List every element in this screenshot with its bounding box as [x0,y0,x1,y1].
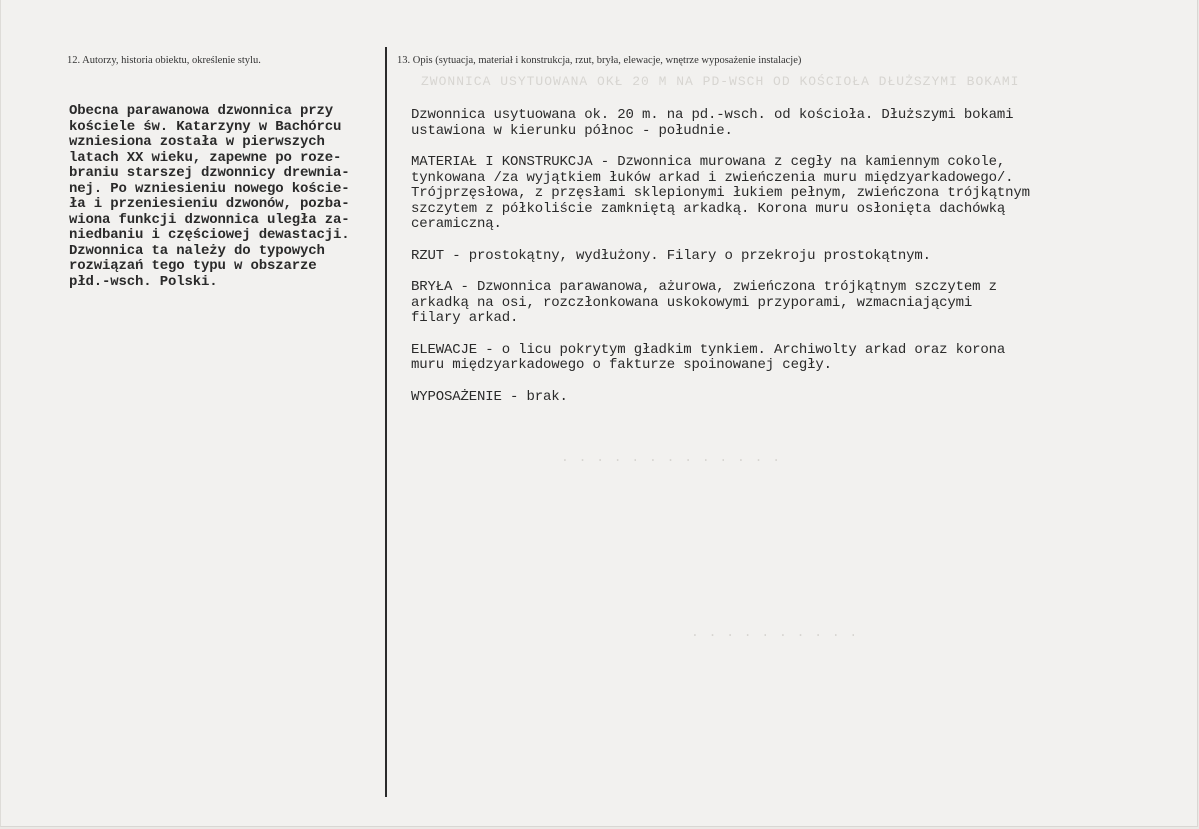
situation-paragraph: Dzwonnica usytuowana ok. 20 m. na pd.-wsch. od kościoła. Dłuższymi bokami ustawiona w kierunku północ - południe. [411,107,1014,139]
plan-paragraph: RZUT - prostokątny, wydłużony. Filary o przekroju prostokątnym. [411,247,931,264]
section-13-heading: 13. Opis (sytuacja, materiał i konstrukcja, rzut, bryła, elewacje, wnętrze wyposażenie instalacje) [397,55,802,66]
show-through-text: . . . . . . . . . . [691,625,859,640]
show-through-text: ZWONNICA USYTUOWANA OKŁ 20 M NA PD-WSCH OD KOŚCIOŁA DŁUŻSZYMI BOKAMI [421,74,1020,89]
description-column [411,108,1191,421]
show-through-text: . . . . . . . . . . . . . [561,450,782,465]
body-paragraph: BRYŁA - Dzwonnica parawanowa, ażurowa, zwieńczona trójkątnym szczytem z arkadką na osi, rozczłonkowana uskokowymi przyporami, wzmacniającymi filary arkad. [411,279,997,326]
furnishing-paragraph: WYPOSAŻENIE - brak. [411,388,568,405]
column-divider [385,47,387,797]
history-text: Obecna parawanowa dzwonnica przy kościele św. Katarzyny w Bachórcu wzniesiona została w pierwszych latach XX wieku, zapewne po roze- braniu starszej dzwonnicy drewnia- nej. Po wzniesieniu nowego koście- ła i przeniesieniu dzwonów, pozba- wiona funkcji dzwonnica uległa za- niedbaniu i częściowej dewastacji. Dzwonnica ta należy do typowych rozwiązań tego typu w obszarze płd.-wsch. Polski. [69,103,350,290]
material-paragraph: MATERIAŁ I KONSTRUKCJA - Dzwonnica murowana z cegły na kamiennym cokole, tynkowana /za wyjątkiem łuków arkad i zwieńczenia muru międzyarkadowego/. Trójprzęsłowa, z przęsłami sklepionymi łukiem pełnym, zwieńczona trójkątnym szczytem z półkoliście zamkniętą arkadką. Korona muru osłonięta dachówką ceramiczną. [411,154,1030,232]
section-12-heading: 12. Autorzy, historia obiektu, określenie stylu. [67,55,261,66]
elevations-paragraph: ELEWACJE - o licu pokrytym gładkim tynkiem. Archiwolty arkad oraz korona muru międzyarkadowego o fakturze spoinowanej cegły. [411,341,1006,373]
